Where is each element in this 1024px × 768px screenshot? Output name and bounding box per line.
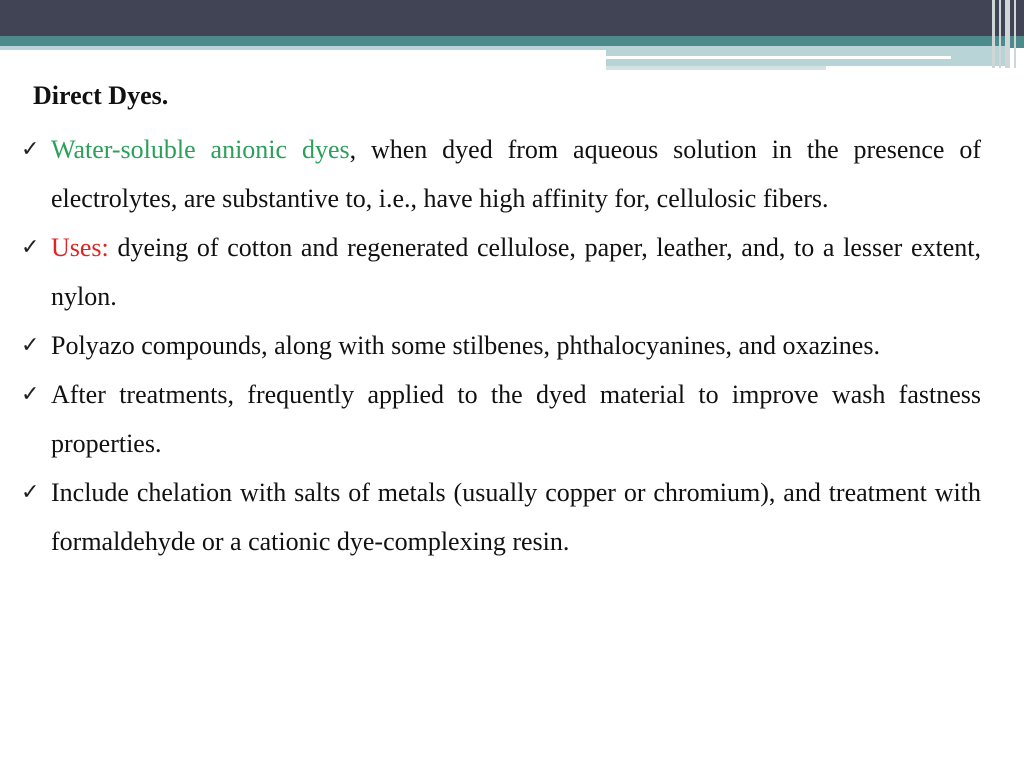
checkmark-icon: ✓ [21, 235, 40, 260]
bullet-highlight: Water-soluble anionic dyes [51, 135, 350, 164]
checkmark-icon: ✓ [21, 382, 40, 407]
bullet-item [21, 321, 981, 370]
bullet-item [21, 125, 981, 223]
bullet-list [21, 125, 981, 566]
bullet-text [51, 223, 981, 321]
bullet-text [51, 370, 981, 468]
bullet-body: Include chelation with salts of metals (usually copper or chromium), and treatment with formaldehyde or a cationic dye-complexing resin. [51, 478, 981, 556]
bullet-text [51, 468, 981, 566]
bullet-text [51, 125, 981, 223]
header-vertical-lines [990, 0, 1024, 68]
checkmark-icon: ✓ [21, 480, 40, 505]
bullet-body: , when dyed from aqueous solution in the presence of electrolytes, are substantive to, i.e., have high affinity for, cellulosic fibers. [51, 135, 981, 213]
bullet-text [51, 321, 981, 370]
bullet-item [21, 468, 981, 566]
bullet-body: After treatments, frequently applied to the dyed material to improve wash fastness properties. [51, 380, 981, 458]
bullet-item [21, 370, 981, 468]
checkmark-icon: ✓ [21, 333, 40, 358]
checkmark-icon: ✓ [21, 137, 40, 162]
slide-title: Direct Dyes. [33, 81, 169, 110]
bullet-body: dyeing of cotton and regenerated cellulose, paper, leather, and, to a lesser extent, nylon. [51, 233, 981, 311]
bullet-body: Polyazo compounds, along with some stilbenes, phthalocyanines, and oxazines. [51, 331, 880, 360]
header-bar [0, 0, 1024, 36]
header-light-strip [0, 46, 606, 50]
header-underline [606, 66, 826, 70]
header-divider-line [606, 56, 951, 59]
bullet-item [21, 223, 981, 321]
bullet-highlight: Uses: [51, 233, 109, 262]
